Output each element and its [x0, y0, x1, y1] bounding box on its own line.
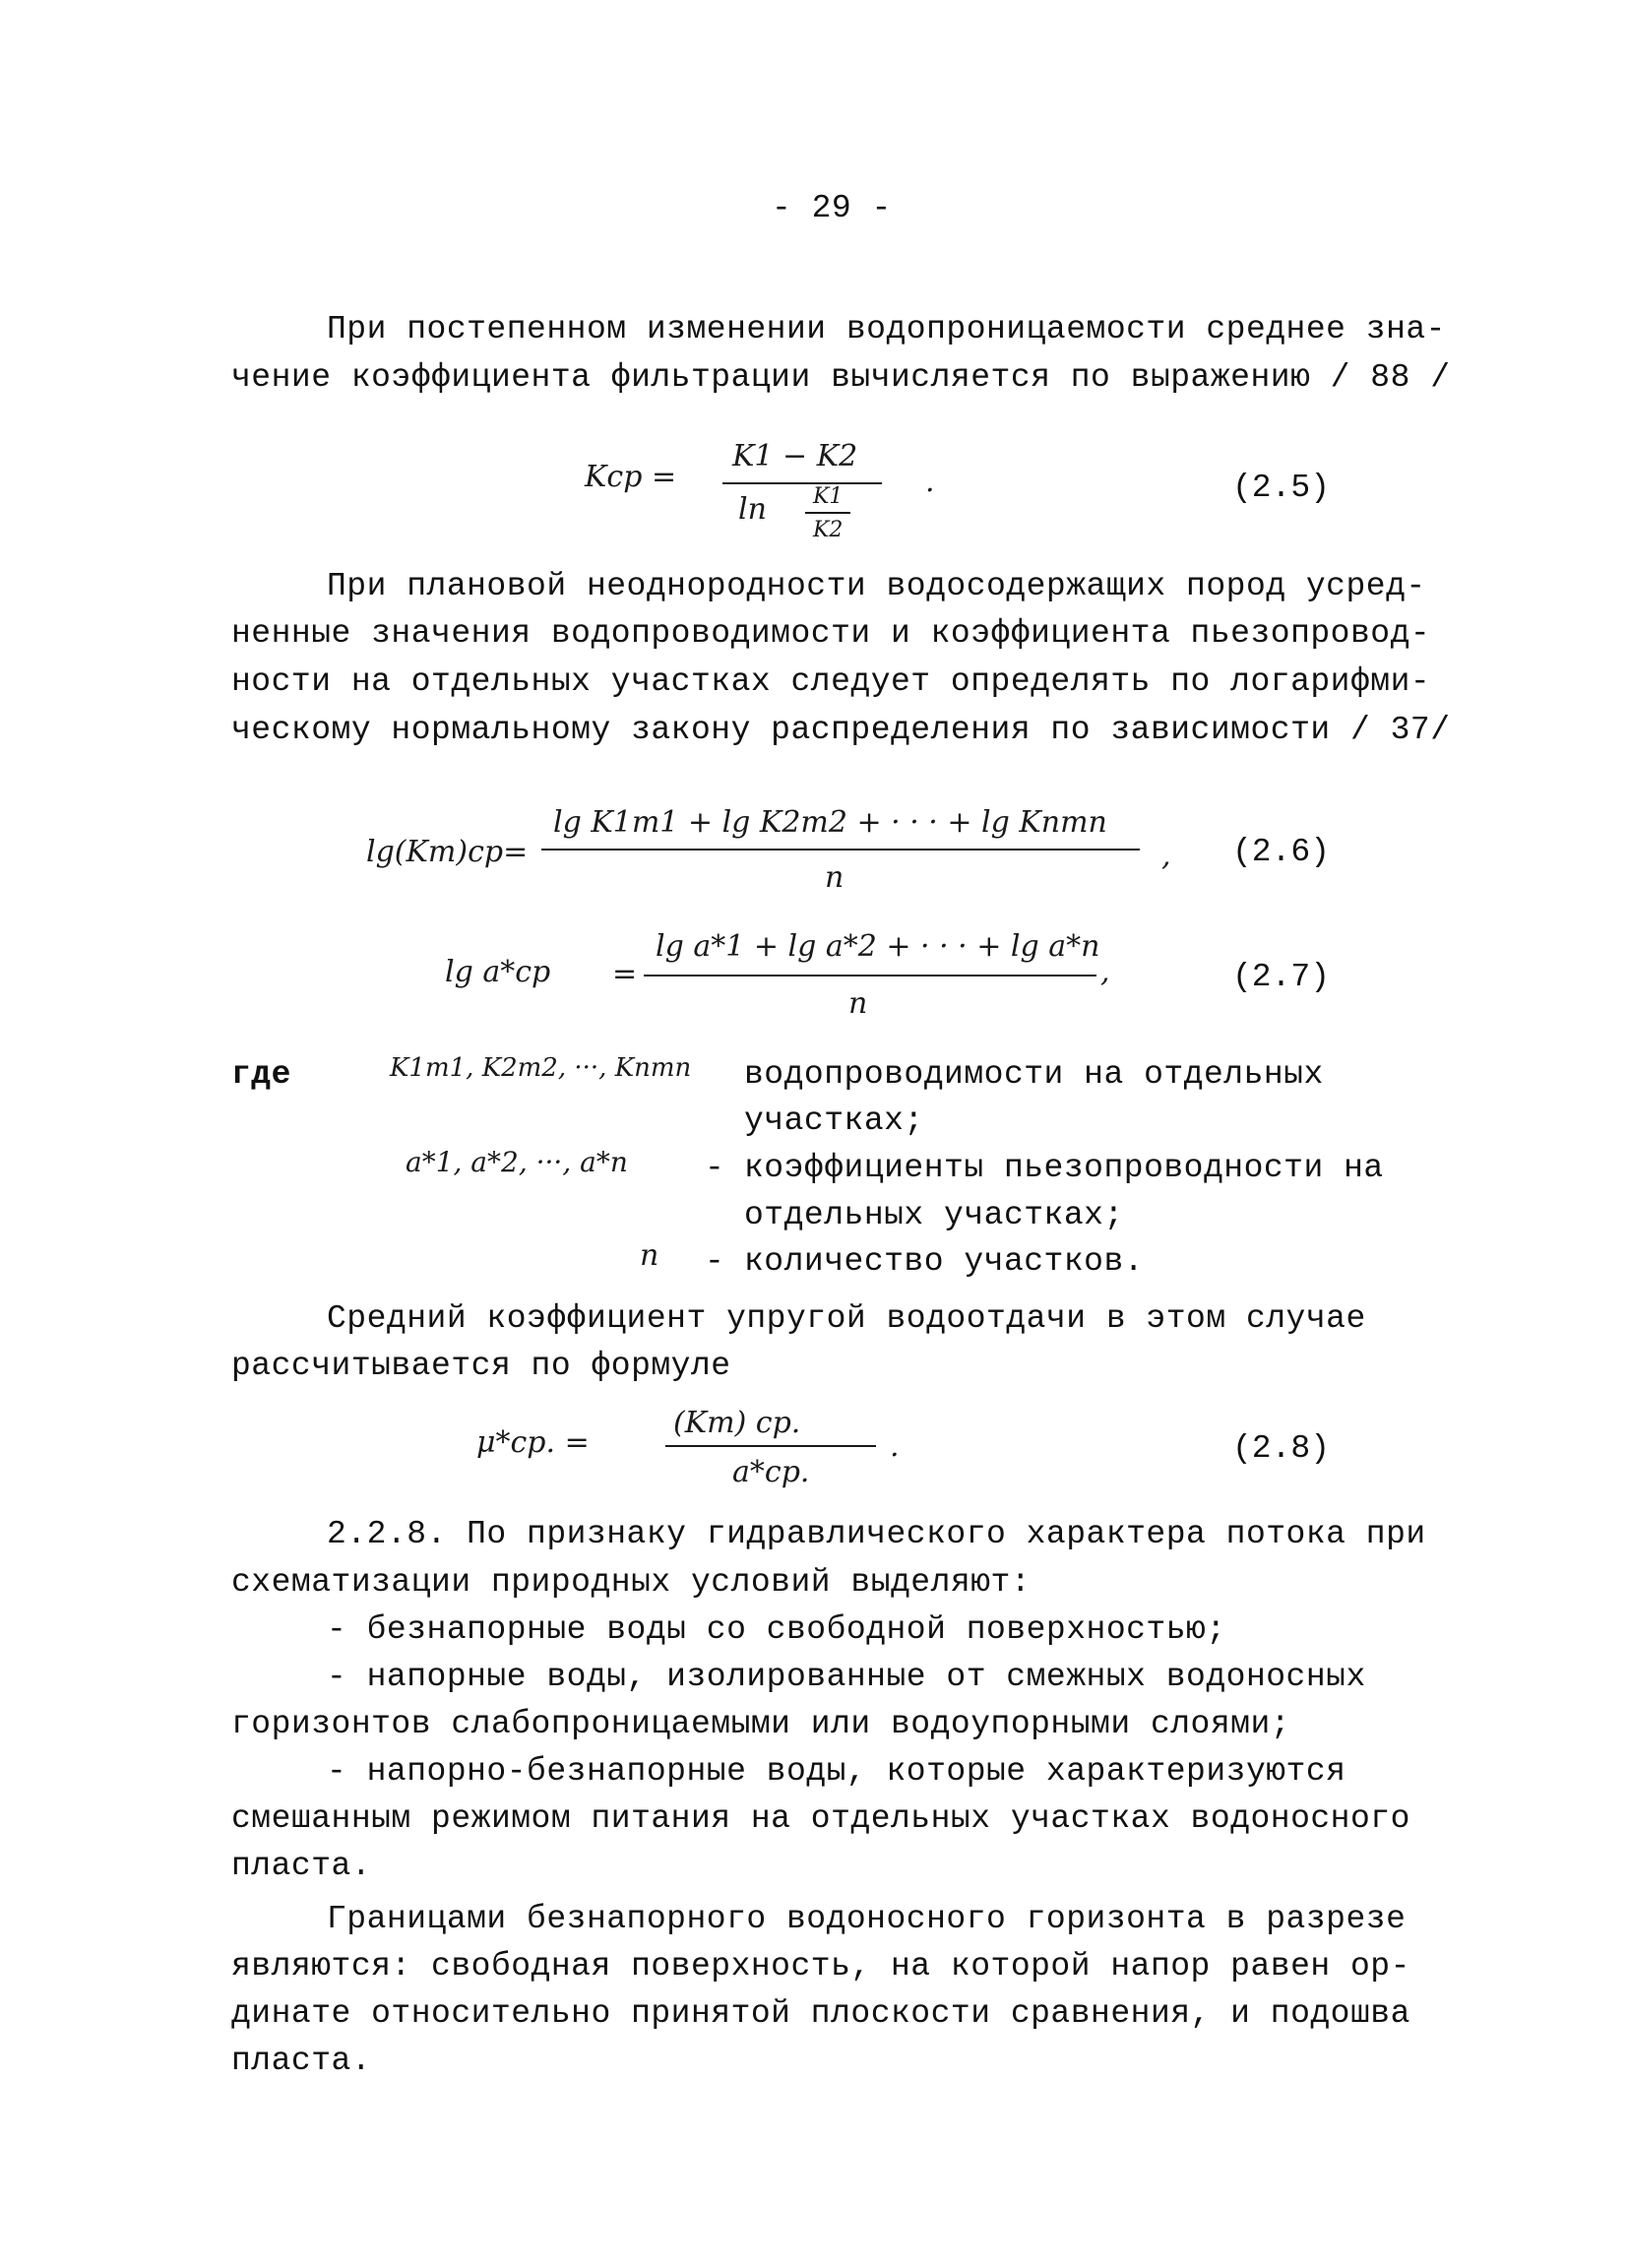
- where-text: участках;: [744, 1102, 924, 1139]
- paragraph-line: динате относительно принятой плоскости сравнения, и подошва: [231, 1995, 1410, 2032]
- paragraph-line: ческому нормальному закону распределения по зависимости / 37/: [231, 712, 1451, 748]
- eq-inner-numerator: K1: [813, 484, 844, 509]
- fraction-bar: [644, 975, 1096, 976]
- paragraph-line: При постепенном изменении водопроницаемости среднее зна-: [327, 311, 1446, 347]
- paragraph-line: - безнапорные воды со свободной поверхностью;: [327, 1611, 1226, 1648]
- fraction-bar: [722, 482, 882, 484]
- paragraph-line: - напорные воды, изолированные от смежных водоносных: [327, 1659, 1366, 1695]
- paragraph-line: чение коэффициента фильтрации вычисляется по выражению / 88 /: [231, 359, 1451, 396]
- paragraph-line: При плановой неоднородности водосодержащих пород усред-: [327, 568, 1426, 604]
- where-dash: -: [705, 1150, 725, 1186]
- paragraph-line: 2.2.8. По признаку гидравлического характера потока при: [327, 1516, 1426, 1552]
- paragraph-line: Средний коэффициент упругой водоотдачи в этом случае: [327, 1300, 1366, 1337]
- paragraph-line: являются: свободная поверхность, на которой напор равен ор-: [231, 1948, 1410, 1984]
- eq-ln: ln: [738, 492, 767, 527]
- paragraph-line: пласта.: [231, 2043, 372, 2079]
- where-text: отдельных участках;: [744, 1197, 1124, 1233]
- eq-inner-denominator: K2: [813, 518, 844, 542]
- eq-trailing-mark: .: [925, 465, 935, 499]
- fraction-bar: [665, 1445, 876, 1447]
- eq-numerator: lg a*1 + lg a*2 + · · · + lg a*n: [656, 929, 1100, 964]
- paragraph-line: ненные значения водопроводимости и коэффициента пьезопровод-: [231, 615, 1431, 652]
- equation-number: (2.5): [1232, 470, 1331, 506]
- where-symbol: a*1, a*2, ···, a*n: [406, 1146, 628, 1178]
- where-text: коэффициенты пьезопроводности на: [744, 1150, 1384, 1186]
- eq-denominator: a*ср.: [732, 1455, 810, 1489]
- equation-number: (2.8): [1232, 1430, 1331, 1467]
- where-symbol: n: [640, 1238, 659, 1273]
- paragraph-line: горизонтов слабопроницаемыми или водоупорными слоями;: [231, 1706, 1291, 1742]
- eq-trailing-mark: .: [890, 1429, 900, 1464]
- eq-numerator: K1 − K2: [732, 439, 858, 473]
- equation-number: (2.6): [1232, 834, 1331, 870]
- where-dash: -: [705, 1243, 725, 1280]
- eq-trailing-mark: ,: [1161, 839, 1171, 873]
- eq-lhs: lg a*ср: [445, 955, 551, 989]
- eq-denominator: n: [825, 860, 845, 895]
- where-text: количество участков.: [744, 1243, 1145, 1280]
- paragraph-line: пласта.: [231, 1848, 372, 1884]
- paragraph-line: рассчитывается по формуле: [231, 1348, 731, 1384]
- eq-equals: =: [612, 957, 638, 991]
- where-symbol: K1m1, K2m2, ···, Knmn: [390, 1053, 692, 1083]
- paragraph-line: Границами безнапорного водоносного горизонта в разрезе: [327, 1901, 1407, 1937]
- eq-denominator: n: [848, 986, 868, 1021]
- fraction-bar: [541, 849, 1140, 850]
- eq-lhs: Kср =: [585, 460, 677, 494]
- paragraph-line: - напорно-безнапорные воды, которые характеризуются: [327, 1753, 1346, 1790]
- inner-fraction-bar: [805, 512, 850, 514]
- eq-trailing-mark: ,: [1100, 955, 1110, 989]
- paragraph-line: схематизации природных условий выделяют:: [231, 1564, 1032, 1601]
- equation-number: (2.7): [1232, 959, 1331, 995]
- page-number: - 29 -: [772, 190, 892, 226]
- eq-numerator: (Km) ср.: [673, 1406, 801, 1440]
- paragraph-line: ности на отдельных участках следует определять по логарифми-: [231, 663, 1431, 700]
- eq-lhs: μ*ср. =: [476, 1425, 590, 1460]
- where-text: водопроводимости на отдельных: [744, 1056, 1324, 1093]
- where-word: где: [231, 1056, 291, 1093]
- eq-lhs: lg(Km)ср=: [366, 835, 529, 869]
- paragraph-line: смешанным режимом питания на отдельных участках водоносного: [231, 1800, 1410, 1837]
- eq-numerator: lg K1m1 + lg K2m2 + · · · + lg Knmn: [553, 805, 1107, 840]
